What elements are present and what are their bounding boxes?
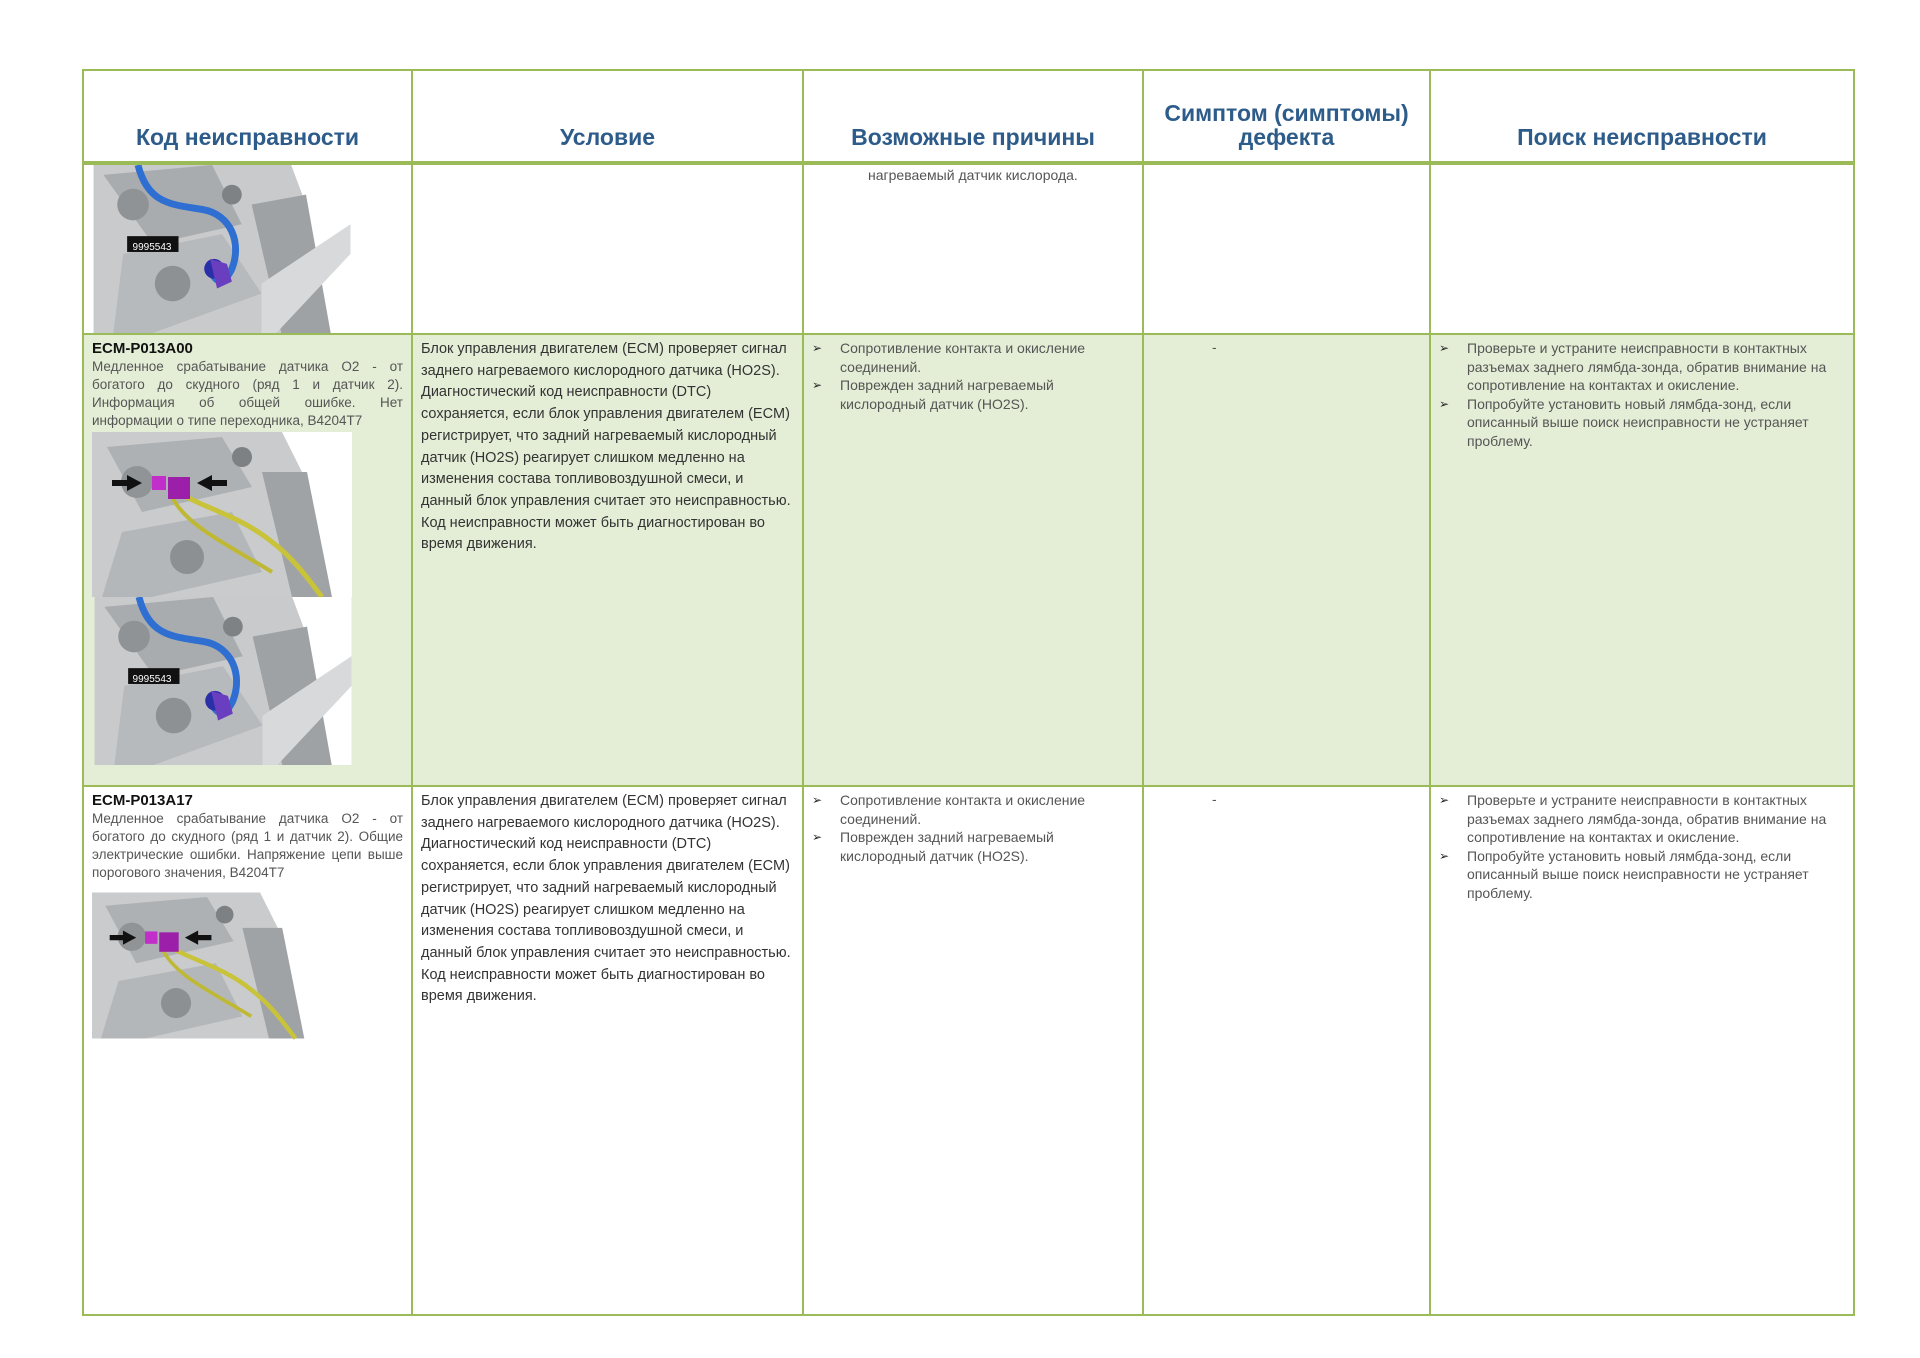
search-cell — [1430, 786, 1854, 1315]
dtc-code: ECM-P013A00 — [92, 340, 193, 357]
condition-text: Блок управления двигателем (ECM) проверяет сигнал заднего нагреваемого кислородного датчика (HO2S). Диагностический код неисправности (DTC) сохраняется, если блок управления двигателем (ECM) регистрирует, что задний нагреваемый кислородный датчик (HO2S) реагирует слишком медленно на изменения состава топливовоздушной смеси, и данный блок управления считает это неисправностью. — [421, 341, 791, 509]
list-item: ➢ Сопротивление контакта и окисление соединений. — [840, 339, 1134, 376]
causes-cell — [803, 334, 1143, 786]
list-item: ➢ Попробуйте установить новый лямбда-зонд, если описанный выше поиск неисправности не устраняет проблему. — [1467, 395, 1845, 451]
header-search: Поиск неисправности — [1430, 70, 1854, 163]
engine-image-connector — [92, 884, 322, 1047]
engine-image-label: 9995543 — [132, 242, 172, 253]
causes-list — [840, 339, 1134, 413]
search-cell — [1430, 163, 1854, 334]
search-list — [1467, 791, 1845, 902]
condition-note: Код неисправности может быть диагностирован во время движения. — [421, 966, 765, 1005]
header-causes: Возможные причины — [803, 70, 1143, 163]
list-item: ➢ Поврежден задний нагреваемый кислородный датчик (HO2S). — [840, 828, 1134, 865]
dtc-description: Медленное срабатывание датчика O2 - от богатого до скудного (ряд 1 и датчик 2). Общие электрические ошибки. Напряжение цепи выше порогового значения, B4204T7 — [92, 811, 403, 880]
symptom-cell — [1143, 334, 1430, 786]
search-cell — [1430, 334, 1854, 786]
causes-cell — [803, 163, 1143, 334]
dtc-code: ECM-P013A17 — [92, 792, 193, 809]
list-item: ➢ Сопротивление контакта и окисление соединений. — [840, 791, 1134, 828]
causes-list — [840, 791, 1134, 865]
condition-cell — [412, 334, 803, 786]
symptom-cell — [1143, 163, 1430, 334]
code-cell — [83, 334, 412, 786]
causes-continued-text: нагреваемый датчик кислорода. — [868, 167, 1078, 183]
code-cell — [83, 163, 412, 334]
engine-image-connector — [92, 432, 352, 597]
condition-cell — [412, 163, 803, 334]
list-item: ➢ Проверьте и устраните неисправности в контактных разъемах заднего лямбда-зонда, обратив внимание на сопротивление на контактах и окисление. — [1467, 791, 1845, 847]
code-cell — [83, 786, 412, 1315]
engine-image-label: 9995543 — [132, 674, 172, 685]
table-header-row — [83, 70, 1854, 163]
dtc-description: Медленное срабатывание датчика O2 - от богатого до скудного (ряд 1 и датчик 2). Информация об общей ошибке. Нет информации о типе переходника, B4204T7 — [92, 359, 403, 428]
symptom-cell — [1143, 786, 1430, 1315]
condition-note: Код неисправности может быть диагностирован во время движения. — [421, 514, 765, 553]
header-symptoms: Симптом (симптомы) дефекта — [1143, 70, 1430, 163]
list-item: ➢ Проверьте и устраните неисправности в контактных разъемах заднего лямбда-зонда, обратив внимание на сопротивление на контактах и окисление. — [1467, 339, 1845, 395]
symptom-text: - — [1212, 791, 1217, 807]
condition-cell — [412, 786, 803, 1315]
list-item: ➢ Поврежден задний нагреваемый кислородный датчик (HO2S). — [840, 376, 1134, 413]
table-row — [83, 163, 1854, 334]
table-row — [83, 786, 1854, 1315]
engine-image-hose — [92, 597, 354, 765]
dtc-table — [82, 69, 1855, 1316]
list-item: ➢ Попробуйте установить новый лямбда-зонд, если описанный выше поиск неисправности не устраняет проблему. — [1467, 847, 1845, 903]
header-code: Код неисправности — [83, 70, 412, 163]
causes-cell — [803, 786, 1143, 1315]
engine-image-hose — [92, 165, 352, 333]
header-condition: Условие — [412, 70, 803, 163]
table-row — [83, 334, 1854, 786]
condition-text: Блок управления двигателем (ECM) проверяет сигнал заднего нагреваемого кислородного датчика (HO2S). Диагностический код неисправности (DTC) сохраняется, если блок управления двигателем (ECM) регистрирует, что задний нагреваемый кислородный датчик (HO2S) реагирует слишком медленно на изменения состава топливовоздушной смеси, и данный блок управления считает это неисправностью. — [421, 793, 791, 961]
symptom-text: - — [1212, 339, 1217, 355]
search-list — [1467, 339, 1845, 450]
